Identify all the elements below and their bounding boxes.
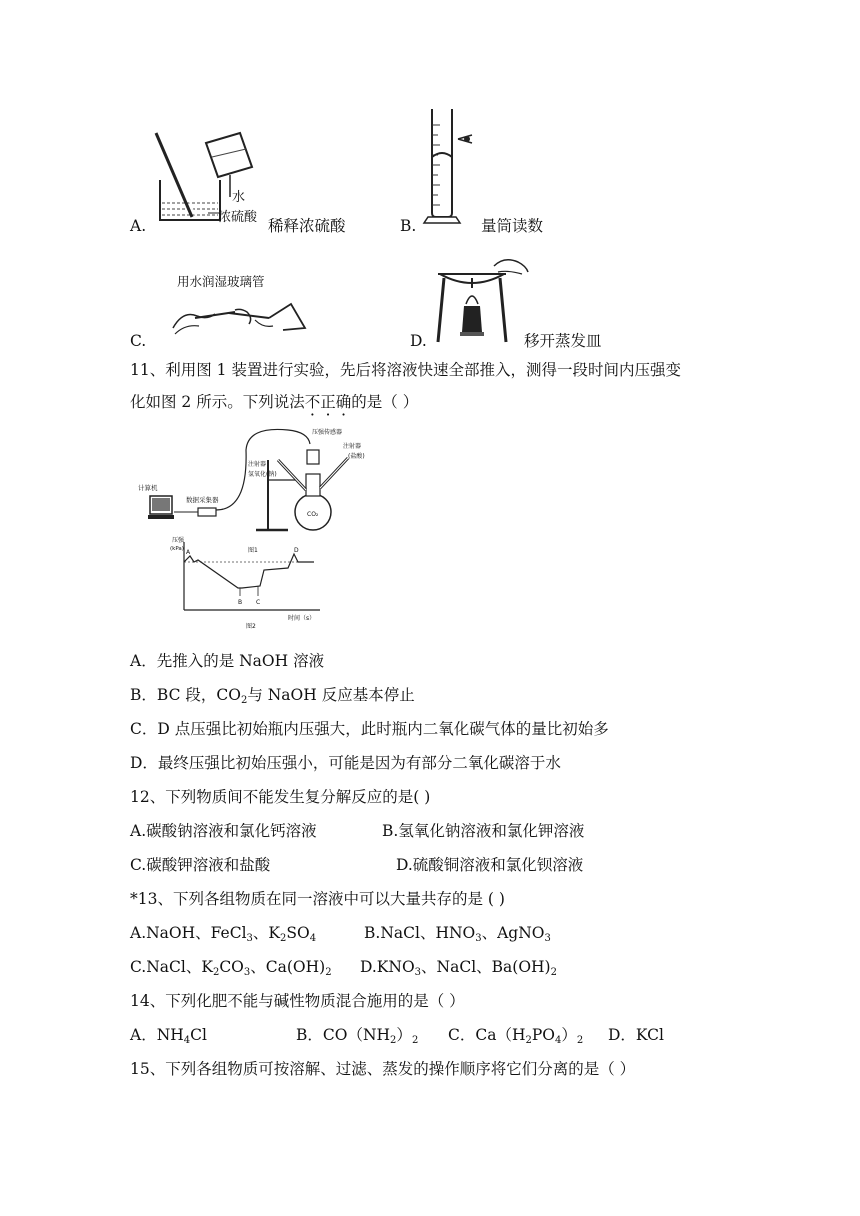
q10-c-fig-text: 用水润湿玻璃管	[177, 274, 265, 289]
q11-fig-point-b: B	[238, 599, 243, 606]
q11-fig-xlabel: 时间（s）	[288, 615, 316, 622]
q13-d-sub: 2	[550, 967, 557, 978]
q11-emphasis-char-1: 不	[304, 393, 321, 411]
q11-option-b-pre: B．BC 段，CO	[130, 686, 241, 704]
q10-option-a-label: 稀释浓硫酸	[268, 217, 346, 235]
q14-c-sub: 4	[555, 1035, 562, 1046]
q11-fig-fig1: 图1	[248, 547, 258, 554]
q14-a-part: Cl	[190, 1026, 207, 1044]
q14-b-part: B．CO（NH	[296, 1026, 391, 1044]
q13-option-b	[364, 923, 551, 949]
q11-fig-hcl: (盐酸)	[348, 453, 365, 460]
q13-c-part: CO	[219, 958, 244, 976]
q14-option-d: D．KCl	[608, 1026, 664, 1044]
q11-figure	[138, 420, 383, 635]
q11-fig-computer: 计算机	[138, 484, 158, 492]
q10-option-b-figure	[420, 105, 480, 230]
q13-a-sub: 2	[280, 933, 287, 944]
q10-a-water-text: 水	[232, 190, 246, 205]
q13-option-c	[130, 957, 332, 983]
q14-c-part: ）	[561, 1026, 577, 1044]
q14-b-sub: 2	[390, 1035, 397, 1046]
q11-fig-yunit: (kPa)	[170, 546, 184, 552]
q11-option-c: C．D 点压强比初始瓶内压强大，此时瓶内二氧化碳气体的量比初始多	[130, 720, 609, 738]
q12-stem: 12、下列物质间不能发生复分解反应的是( )	[130, 788, 431, 806]
q11-fig-collector: 数据采集器	[186, 496, 219, 504]
q10-option-d-letter: D.	[410, 332, 427, 350]
q11-fig-co2: CO₂	[307, 511, 319, 518]
q10-option-d-figure	[432, 248, 532, 348]
q13-a-sub: 4	[309, 933, 317, 944]
q10-option-c-letter: C.	[130, 332, 147, 350]
q11-stem-line1: 11、利用图 1 装置进行实验，先后将溶液快速全部推入，测得一段时间内压强变	[130, 361, 681, 379]
q10-option-a-letter: A.	[130, 217, 147, 235]
q13-b-part: B.NaCl、HNO	[364, 924, 476, 942]
q11-fig-ylabel: 压强	[172, 537, 185, 544]
q13-c-part: C.NaCl、K	[130, 958, 213, 976]
q13-d-part: D.KNO	[360, 958, 415, 976]
q13-b-part: 、AgNO	[481, 924, 545, 942]
q14-c-sub: 2	[525, 1035, 532, 1046]
q12-option-a: A.碳酸钠溶液和氯化钙溶液	[130, 822, 317, 840]
q13-d-sub: 3	[414, 967, 422, 978]
q10-option-d-label: 移开蒸发皿	[524, 332, 602, 350]
q13-option-d	[360, 957, 557, 983]
q11-emphasis-char-2: 正	[320, 393, 336, 411]
q11-fig-fig2: 图2	[246, 623, 256, 630]
q13-b-sub: 3	[544, 933, 551, 944]
q14-option-a	[130, 1025, 207, 1051]
q10-option-b-label: 量筒读数	[481, 217, 544, 235]
q10-option-a-figure	[148, 125, 278, 225]
q11-fig-syringe-right: 注射器	[343, 443, 362, 450]
q13-c-sub: 3	[243, 967, 251, 978]
q13-a-part: 、K	[252, 924, 281, 942]
q11-option-d: D．最终压强比初始压强小，可能是因为有部分二氧化碳溶于水	[130, 754, 561, 772]
q10-a-acid-text: 浓硫酸	[218, 210, 258, 225]
q10-option-c-figure	[165, 268, 325, 343]
q11-fig-point-c: C	[256, 599, 261, 606]
q14-b-part: ）	[396, 1026, 412, 1044]
q14-stem: 14、下列化肥不能与碱性物质混合施用的是（ ）	[130, 992, 465, 1010]
q11-stem-line2-pre: 化如图 2 所示。下列说法	[130, 393, 305, 411]
q12-option-b: B.氢氧化钠溶液和氯化钾溶液	[382, 822, 585, 840]
q13-a-part: A.NaOH、FeCl	[130, 924, 247, 942]
q11-option-b	[130, 685, 415, 711]
q13-stem: *13、下列各组物质在同一溶液中可以大量共存的是 ( )	[130, 890, 505, 908]
q13-c-sub: 2	[212, 967, 220, 978]
q13-d-part: 、NaCl、Ba(OH)	[421, 958, 551, 976]
q14-b-sub: 2	[411, 1035, 419, 1046]
q13-a-part: SO	[286, 924, 310, 942]
q11-fig-point-a: A	[186, 549, 191, 556]
q11-fig-naoh: 氢氧化(钠)	[248, 471, 277, 478]
q11-option-a: A．先推入的是 NaOH 溶液	[130, 652, 325, 670]
q11-fig-syringe-left: 注射器	[248, 461, 267, 468]
q11-option-b-sub: 2	[240, 695, 248, 706]
q14-c-sub: 2	[576, 1035, 584, 1046]
q12-option-c: C.碳酸钾溶液和盐酸	[130, 856, 271, 874]
q15-stem: 15、下列各组物质可按溶解、过滤、蒸发的操作顺序将它们分离的是（ ）	[130, 1060, 636, 1078]
q11-fig-point-d: D	[294, 547, 299, 554]
q14-c-part: C．Ca（H	[448, 1026, 526, 1044]
q11-stem-line2	[130, 392, 418, 412]
q13-c-sub: 2	[325, 967, 332, 978]
q13-option-a	[130, 923, 316, 949]
q14-a-sub: 4	[183, 1035, 191, 1046]
q11-option-b-post: 与 NaOH 反应基本停止	[247, 686, 415, 704]
q13-c-part: 、Ca(OH)	[250, 958, 326, 976]
q14-a-part: A．NH	[130, 1026, 184, 1044]
q13-b-sub: 3	[475, 933, 482, 944]
q11-stem-line2-post: 的是（ ）	[351, 393, 419, 411]
q11-fig-sensor: 压强传感器	[312, 429, 343, 436]
q10-option-b-letter: B.	[400, 217, 417, 235]
q14-option-b	[296, 1025, 418, 1051]
q13-a-sub: 3	[246, 933, 253, 944]
q14-option-c	[448, 1025, 583, 1051]
q12-option-d: D.硫酸铜溶液和氯化钡溶液	[396, 856, 584, 874]
q14-c-part: PO	[531, 1026, 555, 1044]
q11-emphasis-char-3: 确	[335, 393, 352, 411]
